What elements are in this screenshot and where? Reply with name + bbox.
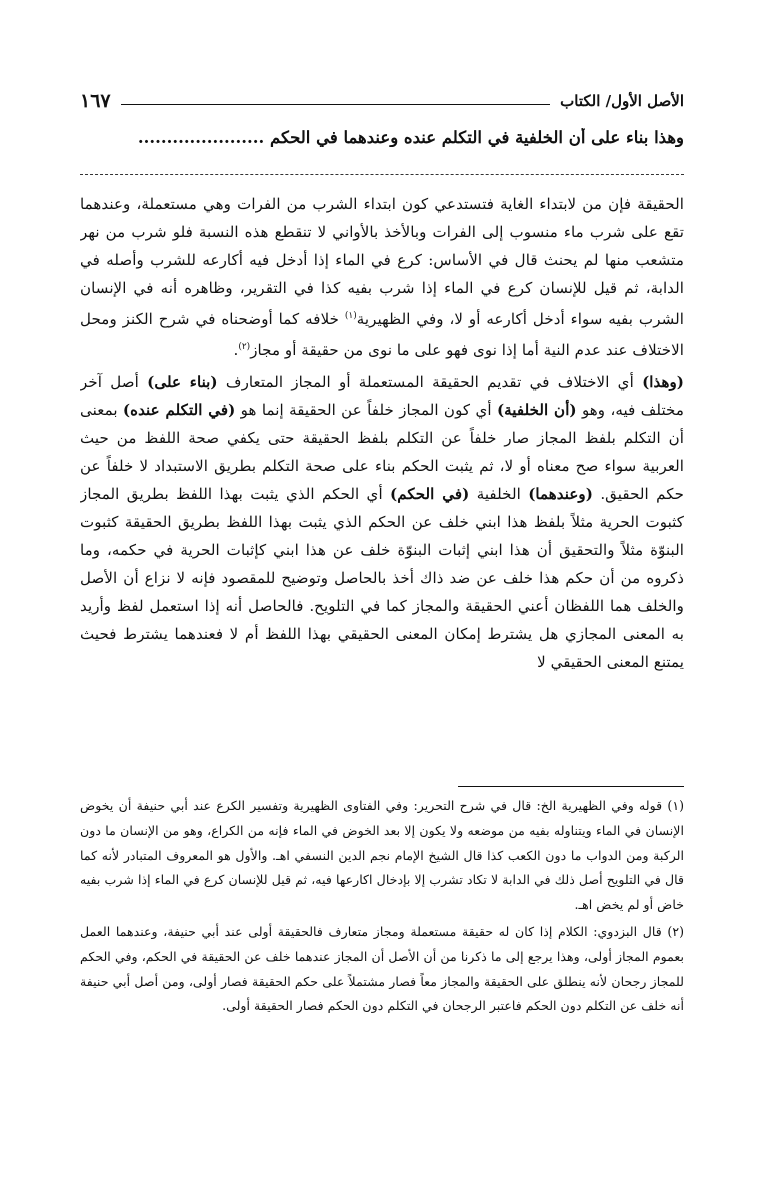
running-title: الأصل الأول/ الكتاب bbox=[560, 92, 684, 110]
running-header bbox=[80, 86, 684, 116]
paragraph-text: أي كون المجاز خلفاً عن الحقيقة إنما هو bbox=[235, 401, 497, 420]
paragraph-end: . bbox=[233, 341, 239, 360]
matn-quote: (وهذا) bbox=[642, 373, 684, 392]
paragraph-text: خلافه كما أوضحناه في شرح الكنز ومحل الاختلاف عند عدم النية أما إذا نوى فهو على ما نوى من حقيقة أو مجاز bbox=[80, 310, 684, 360]
matn-quote: (بناء على) bbox=[147, 373, 218, 392]
footnote-2: (٢) قال البزدوي: الكلام إذا كان له حقيقة مستعملة ومجاز متعارف فالحقيقة أولى عند أبي حنيفة، وعندهما العمل بعموم المجاز أولى، وهذا يرجع إلى ما ذكرنا من أن الأصل أن المجاز عندهما خلف عن الحقيقة في الحكم، وفي الحكم للمجاز رجحان لأنه ينطلق على الحقيقة والمجاز معاً فصار مشتملاً على حكم الحقيقة فصار أولى، ومن أصل أبي حنيفة أنه خلف عن التكلم دون الحكم فاعتبر الرجحان في التكلم دون الحكم فصار الحقيقة أولى. bbox=[80, 923, 684, 1014]
paragraph-text: الحقيقة فإن من لابتداء الغاية فتستدعي كون ابتداء الشرب من الفرات وهي مستعملة، وعندهما تقع على شرب ماء منسوب إلى الفرات وبالأخذ بالأواني لا تنقطع هذه النسبة فلو شرب من نهر متشعب منها لم يحنث قال في الأساس: كرع في الماء إذا أدخل فيه أكارعه للشرب وأصله في الدابة، ثم قيل للإنسان كرع في الماء إذا شرب بفيه كذا في التقرير، وظاهره أنه في الإنسان الشرب بفيه سواء أدخل أكارعه أو لا، وفي الظهيرية bbox=[80, 195, 684, 329]
paragraph-text: بمعنى أن التكلم بلفظ المجاز صار خلفاً عن التكلم بلفظ الحقيقة حتى يكفي صحة اللفظ من حيث العربية سواء صح معناه أو لا، ثم يثبت الحكم بناء على صحة التكلم بطريق الاستبداد لا خلفاً عن حكم الحقيق. bbox=[80, 401, 684, 504]
matn-quote: (في الحكم) bbox=[390, 485, 470, 504]
paragraph-text: أصل آخر مختلف فيه، وهو bbox=[80, 373, 684, 420]
footnote-1: (١) قوله وفي الظهيرية الخ: قال في شرح التحرير: وفي الفتاوى الظهيرية وتفسير الكرع عند أبي حنيفة أن يخوض الإنسان في الماء ويتناوله بفيه من موضعه ولا يكون إلا بعد الخوض في الماء فإنه من الكراع، وهو من الإنسان ما دون الركبة ومن الدواب ما دون الكعب كذا قال الشيخ الإمام نجم الدين النسفي اهـ. والأول هو المعروف المتبادر لأنه كما قال في التلويح أصل ذلك في الدابة لا تكاد تشرب إلا بإدخال اكارعها فيه، ثم قيل للإنسان كرع في الماء إذا شرب بفيه خاض أو لم يخض اهـ. bbox=[80, 798, 684, 913]
matn-quote: (وعندهما) bbox=[528, 485, 593, 504]
page-number: ١٦٧ bbox=[80, 90, 111, 112]
matn-divider bbox=[80, 174, 684, 175]
paragraph-text: أي الاختلاف في تقديم الحقيقة المستعملة أو المجاز المتعارف bbox=[217, 373, 643, 392]
matn-text: وهذا بناء على أن الخلفية في التكلم عنده وعندهما في الحكم ...................... bbox=[137, 128, 684, 147]
header-rule bbox=[121, 104, 551, 105]
paragraph-text: أي الحكم الذي يثبت بهذا اللفظ بطريق المجاز كثبوت الحرية مثلاً بلفظ هذا ابني خلف عن الحكم الذي يثبت بهذا اللفظ بطريق الحقيقة كثبوت البنوّة مثلاً والتحقيق أن هذا ابني إثبات البنوّة خلف عن هذا ابني كإثبات الحرية في حكمه، وما ذكروه من أن حكم هذا خلف عن ضد ذاك أخذ بالحاصل وتوضيح للمقصود فإنه لا نزاع أن الأصل والخلف هما اللفظان أعني الحقيقة والمجاز كما في التلويح. فالحاصل أنه إذا استعمل لفظ وأريد به المعنى المجازي هل يشترط إمكان المعنى الحقيقي بهذا اللفظ أم لا فعندهما يشترط فحيث يمتنع المعنى الحقيقي لا bbox=[80, 485, 684, 672]
footnote-divider bbox=[458, 786, 684, 787]
footnote-ref-2: (٢) bbox=[238, 342, 251, 353]
commentary-paragraph-1 bbox=[80, 190, 684, 364]
matn-quote: (في التكلم عنده) bbox=[122, 401, 236, 420]
footnotes bbox=[80, 794, 684, 1124]
paragraph-text: الخلفية bbox=[469, 485, 529, 504]
matn-quote: (أن الخلفية) bbox=[496, 401, 577, 420]
footnote-ref-1: (١) bbox=[344, 311, 357, 321]
commentary-body bbox=[80, 190, 684, 750]
commentary-paragraph-2 bbox=[80, 368, 684, 676]
